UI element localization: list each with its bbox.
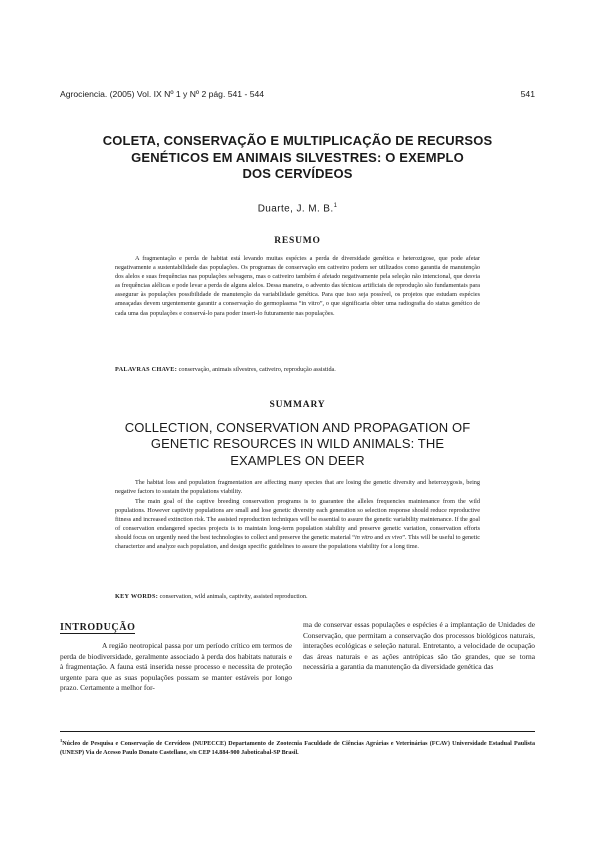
palavras-chave-label: PALAVRAS CHAVE: xyxy=(115,366,178,373)
title-en-line-1: COLLECTION, CONSERVATION AND PROPAGATION OF xyxy=(124,420,471,435)
summary-paragraph-2-end: ”. This will be useful to genetic characterize and analyze each population, and design specific guidelines to assure the populations viability for a long time. xyxy=(115,534,480,551)
journal-citation: Agrociencia. (2005) Vol. IX Nº 1 y Nº 2 pág. 541 - 544 xyxy=(60,89,265,99)
footnote-mark: 1 xyxy=(60,738,63,743)
resumo-heading: RESUMO xyxy=(274,236,321,246)
title-portuguese xyxy=(70,133,525,183)
palavras-chave xyxy=(115,365,480,374)
title-pt-line-2: GENÉTICOS EM ANIMAIS SILVESTRES: O EXEMPLO xyxy=(131,149,464,165)
footnote xyxy=(60,736,535,758)
term-in-vitro: in vitro xyxy=(355,534,373,542)
intro-column-left xyxy=(60,641,292,694)
author-affiliation-mark: 1 xyxy=(333,203,338,209)
title-en-line-2: GENETIC RESOURCES IN WILD ANIMALS: THE xyxy=(150,436,445,452)
footnote-divider xyxy=(60,731,535,732)
resumo-paragraph: A fragmentação e perda de habitat está levando muitas espécies a perda de diversidade genética e heterozigose, que pode afetar negativamente a sustentabilidade das populações. Os programas de conservação em cativeiro podem ser utilizados como garantia de manutenção dos alelos e suas frequências nas populações selvagens, mas o cativeiro também é afetado negativamente pela seleção não intencional, que desvia as frequências alélicas e pode levar a perda de alguns alelos. Dessa maneira, o advento das técnicas artificiais de reprodução são fundamentais para assegurar às populações possibilidade de manutenção da variabilidade genética. Para que isso seja possível, os projetos que estudam espécies ameaçadas devem urgentemente garantir a conservação do germoplasma “in vitro”, o que significaria obter uma radiografia do status genético de cada uma das populações e conservá-lo para poder inseri-lo futuramente nas populações. xyxy=(115,255,480,317)
author-name: Duarte, J. M. B. xyxy=(257,203,334,215)
summary-paragraph-1: The habitat loss and population fragmentation are affecting many species that are losing the genetic diversity and heterozygosis, being negative factors to sustain the populations viability. xyxy=(115,479,480,496)
summary-conjunction: and xyxy=(372,534,385,542)
summary-paragraph-2-start: The main goal of the captive breeding conservation programs is to guarantee the alleles frequencies maintenance from the wild populations. However captivity populations are small and lose genetic diversity each generation so selection response should reduce reproductive fitness and increased extinction risk. The assisted reproduction techniques will be essential to assure the genetic variability maintenance. If the goal of conservation endangered species projects is to maintain long-term population stability and preserve genetic variation, conservation efforts should focus on urgently need the best technologies to collect and preserve the genetic material “ xyxy=(115,498,480,542)
palavras-chave-text: conservação, animais silvestres, cativeiro, reprodução assistida. xyxy=(177,366,336,373)
footnote-text: Núcleo de Pesquisa e Conservação de Cervídeos (NUPECCE) Departamento de Zootecnia Faculdade de Ciências Agrárias e Veterinárias (FCAV) Universidade Estadual Paulista (UNESP) Via de Acesso Paulo Donato Castellane, s/n CEP 14.884-900 Jaboticabal-SP Brasil. xyxy=(60,741,535,757)
intro-right-text: ma de conservar essas populações e espécies é a implantação de Unidades de Conservação, que permitam a conservação dos processos biológicos naturais, interações ecológicas e seleção natural. Entretanto, a velocidade de ocupação das áreas naturais e as ações antrópicas são tão grandes, que se torna necessária a garantia da manutenção da diversidade genética das xyxy=(303,620,535,671)
summary-paragraph-2 xyxy=(115,497,480,552)
key-words xyxy=(115,592,480,601)
title-english xyxy=(80,420,515,469)
author-line xyxy=(60,203,535,214)
title-en-line-3: EXAMPLES ON DEER xyxy=(230,452,365,468)
introducao-underline xyxy=(60,633,135,634)
page-number: 541 xyxy=(520,89,535,99)
key-words-label: KEY WORDS: xyxy=(115,593,159,600)
summary-heading: SUMMARY xyxy=(269,400,326,410)
introducao-heading: INTRODUÇÃO xyxy=(60,622,136,633)
title-pt-line-1: COLETA, CONSERVAÇÃO E MULTIPLICAÇÃO DE RECURSOS xyxy=(102,133,493,148)
term-ex-vivo: ex vivo xyxy=(384,534,403,542)
title-pt-line-3: DOS CERVÍDEOS xyxy=(242,166,353,181)
intro-column-right xyxy=(303,620,535,673)
key-words-text: conservation, wild animals, captivity, assisted reproduction. xyxy=(158,593,308,600)
running-header xyxy=(60,89,535,101)
intro-left-text: A região neotropical passa por um período crítico em termos de perda de biodiversidade, geralmente associado à perda dos habitats naturais e à fragmentação. A fauna está inserida nesse processo e necessita de proteção urgente para que as suas populações possam se manter estáveis por longo prazo. Certamente a melhor for- xyxy=(60,641,292,692)
